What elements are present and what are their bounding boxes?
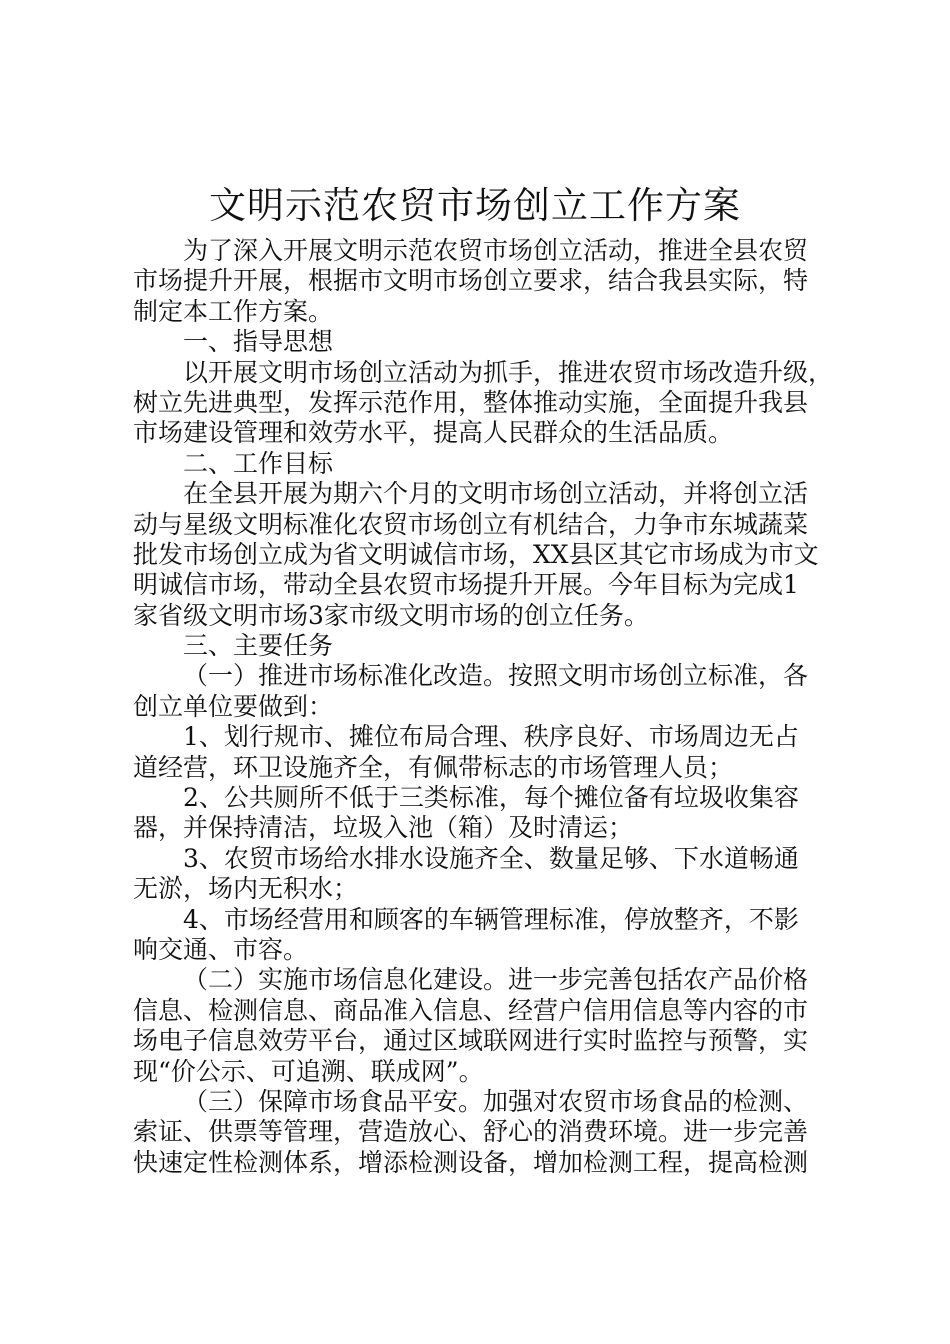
paragraph-line: 明诚信市场，带动全县农贸市场提升开展。今年目标为完成1 (133, 570, 799, 600)
section-heading: 一、指导思想 (183, 327, 334, 357)
list-item-line: 响交通、市容。 (133, 934, 309, 964)
list-item-line: 3、农贸市场给水排水设施齐全、数量足够、下水道畅通 (183, 843, 799, 873)
document-title: 文明示范农贸市场创立工作方案 (209, 184, 741, 227)
paragraph-line: 现“价公示、可追溯、联成网”。 (133, 1056, 484, 1086)
paragraph-line: 市场建设管理和效劳水平，提高人民群众的生活品质。 (133, 418, 734, 448)
paragraph-line: 制定本工作方案。 (133, 296, 334, 326)
list-item-line: 道经营，环卫设施齐全，有佩带标志的市场管理人员； (133, 752, 734, 782)
paragraph-line: 快速定性检测体系，增添检测设备，增加检测工程，提高检测 (133, 1147, 809, 1177)
paragraph-line: 索证、供票等管理，营造放心、舒心的消费环境。进一步完善 (133, 1117, 809, 1147)
list-item-line: 1、划行规市、摊位布局合理、秩序良好、市场周边无占 (183, 722, 799, 752)
paragraph-line: （一）推进市场标准化改造。按照文明市场创立标准，各 (183, 661, 809, 691)
list-item-line: 4、市场经营用和顾客的车辆管理标准，停放整齐，不影 (183, 904, 799, 934)
document-body (133, 236, 834, 1178)
paragraph-line: 市场提升开展，根据市文明市场创立要求，结合我县实际，特 (133, 266, 809, 296)
paragraph-line: 信息、检测信息、商品准入信息、经营户信用信息等内容的市 (133, 995, 809, 1025)
paragraph-line: 在全县开展为期六个月的文明市场创立活动，并将创立活 (183, 479, 809, 509)
paragraph-line: 树立先进典型，发挥示范作用，整体推动实施，全面提升我县 (133, 387, 809, 417)
paragraph-line: 场电子信息效劳平台，通过区域联网进行实时监控与预警，实 (133, 1026, 809, 1056)
paragraph-line: 创立单位要做到： (133, 691, 334, 721)
section-heading: 二、工作目标 (183, 448, 334, 478)
paragraph-line: 批发市场创立成为省文明诚信市场，XX县区其它市场成为市文 (133, 539, 819, 569)
section-heading: 三、主要任务 (183, 631, 334, 661)
list-item-line: 器，并保持清洁，垃圾入池（箱）及时清运； (133, 813, 634, 843)
list-item-line: 2、公共厕所不低于三类标准，每个摊位备有垃圾收集容 (183, 783, 799, 813)
paragraph-line: 以开展文明市场创立活动为抓手，推进农贸市场改造升级， (183, 357, 834, 387)
paragraph-line: 家省级文明市场3家市级文明市场的创立任务。 (133, 600, 649, 630)
paragraph-line: （三）保障市场食品平安。加强对农贸市场食品的检测、 (183, 1086, 809, 1116)
paragraph-line: （二）实施市场信息化建设。进一步完善包括农产品价格 (183, 965, 809, 995)
list-item-line: 无淤，场内无积水； (133, 874, 359, 904)
paragraph-line: 动与星级文明标准化农贸市场创立有机结合，力争市东城蔬菜 (133, 509, 809, 539)
paragraph-line: 为了深入开展文明示范农贸市场创立活动，推进全县农贸 (183, 236, 809, 265)
